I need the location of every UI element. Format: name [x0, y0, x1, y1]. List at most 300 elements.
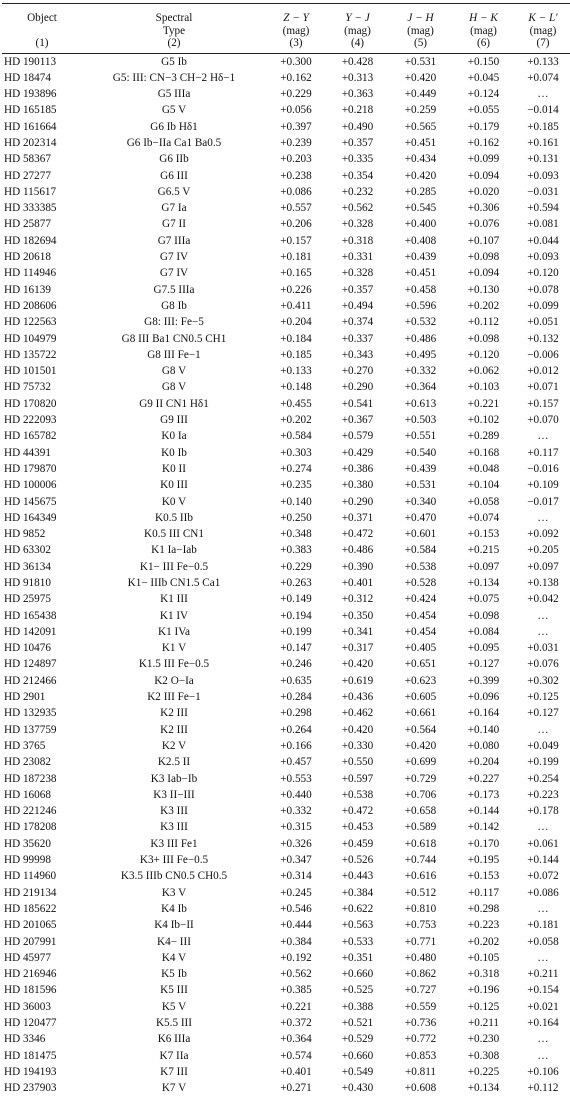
- y-j-cell: +0.563: [341, 919, 374, 932]
- header-unit-type: Type: [162, 24, 186, 37]
- j-h-cell: +0.771: [404, 935, 437, 948]
- k-l-cell: +0.109: [527, 479, 559, 492]
- z-y-cell: +0.372: [280, 1017, 312, 1030]
- spectral-type-cell: G8 III Ba1 CN0.5 CH1: [121, 332, 227, 345]
- j-h-cell: +0.658: [404, 805, 437, 818]
- h-k-cell: +0.196: [467, 984, 500, 997]
- j-h-cell: +0.706: [404, 788, 437, 801]
- h-k-cell: +0.140: [467, 723, 500, 736]
- object-cell: HD 161664: [4, 120, 57, 133]
- z-y-cell: +0.385: [280, 984, 312, 997]
- spectral-type-cell: K3.5 IIIb CN0.5 CH0.5: [120, 870, 228, 883]
- y-j-cell: +0.494: [341, 299, 374, 312]
- z-y-cell: +0.440: [280, 788, 312, 801]
- header-object: Object: [27, 12, 57, 24]
- table-row: [2, 200, 570, 216]
- object-cell: HD 99998: [4, 854, 51, 867]
- k-l-cell: +0.093: [527, 169, 559, 182]
- spectral-type-cell: K4 V: [161, 951, 187, 964]
- j-h-cell: +0.810: [404, 902, 437, 915]
- y-j-cell: +0.317: [341, 642, 374, 655]
- k-l-cell: +0.164: [527, 1017, 559, 1030]
- spectral-type-cell: G6 Ib Hδ1: [150, 120, 198, 133]
- table-row: [2, 542, 570, 558]
- object-cell: HD 58367: [4, 153, 51, 166]
- z-y-cell: +0.162: [280, 71, 312, 84]
- k-l-cell: +0.093: [527, 251, 559, 264]
- h-k-cell: +0.074: [467, 511, 500, 524]
- h-k-cell: +0.104: [467, 479, 500, 492]
- h-k-cell: +0.103: [467, 381, 500, 394]
- h-k-cell: +0.112: [467, 316, 500, 329]
- spectral-type-cell: G8 III Fe−1: [147, 348, 201, 361]
- j-h-cell: +0.285: [404, 185, 437, 198]
- spectral-type-cell: K5 III: [160, 984, 188, 997]
- object-cell: HD 16068: [4, 788, 51, 801]
- table-row: [2, 656, 570, 672]
- object-cell: HD 216946: [4, 968, 57, 981]
- spectral-type-cell: K1 Ia−Iab: [151, 544, 197, 557]
- h-k-cell: +0.045: [467, 71, 500, 84]
- spectral-type-cell: K3 II−III: [153, 788, 195, 801]
- spectral-type-cell: K1.5 III Fe−0.5: [138, 658, 210, 671]
- spectral-type-cell: K0 Ib: [161, 446, 187, 459]
- z-y-cell: +0.245: [280, 886, 312, 899]
- table-row: [2, 233, 570, 249]
- header-colnum-3: (3): [289, 37, 303, 49]
- j-h-cell: +0.364: [404, 381, 437, 394]
- k-l-cell: +0.012: [527, 365, 559, 378]
- j-h-cell: +0.420: [404, 169, 437, 182]
- spectral-type-cell: K0 Ia: [161, 430, 187, 443]
- z-y-cell: +0.194: [280, 609, 312, 622]
- object-cell: HD 23082: [4, 756, 51, 769]
- object-cell: HD 2901: [4, 691, 46, 704]
- object-cell: HD 165185: [4, 104, 57, 117]
- j-h-cell: +0.565: [404, 120, 437, 133]
- object-cell: HD 114946: [4, 267, 57, 280]
- y-j-cell: +0.401: [341, 577, 374, 589]
- j-h-cell: +0.601: [404, 528, 437, 541]
- z-y-cell: +0.204: [280, 316, 312, 329]
- j-h-cell: +0.744: [404, 854, 437, 867]
- header-row-titles: [2, 4, 570, 25]
- object-cell: HD 178208: [4, 821, 57, 834]
- object-cell: HD 207991: [4, 935, 57, 948]
- object-cell: HD 18474: [4, 71, 51, 84]
- spectral-type-cell: K3 V: [161, 886, 187, 899]
- object-cell: HD 36003: [4, 1000, 51, 1013]
- y-j-cell: +0.388: [341, 1000, 374, 1013]
- j-h-cell: +0.589: [404, 821, 437, 834]
- table-row: [2, 803, 570, 819]
- table-row: [2, 477, 570, 493]
- table-row: [2, 591, 570, 607]
- y-j-cell: +0.335: [341, 153, 374, 166]
- y-j-cell: +0.541: [341, 397, 374, 410]
- j-h-cell: +0.420: [404, 739, 437, 752]
- spectral-type-cell: K4− III: [157, 935, 191, 948]
- k-l-cell: …: [537, 609, 549, 622]
- object-cell: HD 115617: [4, 185, 57, 198]
- h-k-cell: +0.202: [467, 935, 500, 948]
- h-k-cell: +0.055: [467, 104, 500, 117]
- y-j-cell: +0.354: [341, 169, 374, 182]
- z-y-cell: +0.546: [280, 902, 312, 915]
- h-k-cell: +0.221: [467, 397, 500, 410]
- j-h-cell: +0.551: [404, 430, 437, 443]
- k-l-cell: −0.017: [527, 495, 559, 508]
- table-row: [2, 428, 570, 444]
- spectral-type-cell: G6.5 V: [157, 185, 191, 198]
- table-row: [2, 102, 570, 118]
- k-l-cell: +0.211: [527, 968, 559, 981]
- spectral-type-cell: G6 III: [160, 169, 188, 182]
- y-j-cell: +0.270: [341, 365, 374, 378]
- header-unit-z-y: (mag): [282, 24, 310, 37]
- y-j-cell: +0.318: [341, 234, 374, 247]
- spectral-type-cell: K6 IIIa: [157, 1033, 191, 1046]
- j-h-cell: +0.727: [404, 984, 437, 997]
- y-j-cell: +0.579: [341, 430, 374, 443]
- j-h-cell: +0.480: [404, 951, 437, 964]
- header-row-numbers: [2, 37, 570, 53]
- h-k-cell: +0.168: [467, 446, 500, 459]
- j-h-cell: +0.540: [404, 446, 437, 459]
- object-cell: HD 3346: [4, 1033, 46, 1046]
- k-l-cell: +0.127: [527, 707, 559, 720]
- j-h-cell: +0.512: [404, 886, 437, 899]
- object-cell: HD 212466: [4, 674, 57, 687]
- h-k-cell: +0.153: [467, 528, 500, 541]
- j-h-cell: +0.532: [404, 316, 437, 329]
- y-j-cell: +0.562: [341, 202, 374, 215]
- h-k-cell: +0.134: [467, 577, 500, 589]
- z-y-cell: +0.384: [280, 935, 312, 948]
- z-y-cell: +0.056: [280, 104, 312, 117]
- y-j-cell: +0.357: [341, 136, 374, 149]
- spectral-type-cell: G5: III: CN−3 CH−2 Hδ−1: [112, 71, 236, 84]
- z-y-cell: +0.271: [280, 1082, 312, 1095]
- object-cell: HD 20618: [4, 251, 51, 264]
- y-j-cell: +0.430: [341, 1082, 374, 1095]
- photometry-table: [2, 3, 570, 1097]
- y-j-cell: +0.386: [341, 462, 374, 475]
- j-h-cell: +0.538: [404, 560, 437, 573]
- k-l-cell: +0.178: [527, 805, 559, 818]
- object-cell: HD 35620: [4, 837, 51, 850]
- j-h-cell: +0.408: [404, 234, 437, 247]
- y-j-cell: +0.549: [341, 1065, 374, 1078]
- z-y-cell: +0.300: [280, 55, 312, 68]
- k-l-cell: …: [537, 1049, 549, 1062]
- y-j-cell: +0.472: [341, 528, 374, 541]
- object-cell: HD 91810: [4, 577, 51, 589]
- y-j-cell: +0.529: [341, 1033, 374, 1046]
- h-k-cell: +0.162: [467, 136, 500, 149]
- spectral-type-cell: K2 O−Ia: [154, 674, 194, 687]
- h-k-cell: +0.225: [467, 1065, 500, 1078]
- header-unit-j-h: (mag): [407, 24, 434, 37]
- table-row: [2, 559, 570, 575]
- object-cell: HD 75732: [4, 381, 51, 394]
- h-k-cell: +0.098: [467, 332, 500, 345]
- table-body: [2, 53, 570, 1097]
- object-cell: HD 190113: [4, 55, 57, 68]
- z-y-cell: +0.635: [280, 674, 312, 687]
- table-row: [2, 722, 570, 738]
- j-h-cell: +0.613: [404, 397, 437, 410]
- spectral-type-cell: K2.5 II: [157, 756, 191, 769]
- k-l-cell: …: [537, 88, 549, 101]
- k-l-cell: −0.016: [527, 462, 559, 475]
- j-h-cell: +0.661: [404, 707, 437, 720]
- object-cell: HD 104979: [4, 332, 57, 345]
- k-l-cell: …: [537, 902, 549, 915]
- j-h-cell: +0.564: [404, 723, 437, 736]
- j-h-cell: +0.400: [404, 218, 437, 231]
- header-colnum-1: (1): [35, 37, 49, 49]
- object-cell: HD 170820: [4, 397, 57, 410]
- k-l-cell: +0.061: [527, 837, 559, 850]
- h-k-cell: +0.202: [467, 299, 500, 312]
- object-cell: HD 135722: [4, 348, 57, 361]
- spectral-type-cell: G5 V: [161, 104, 187, 117]
- j-h-cell: +0.623: [404, 674, 437, 687]
- h-k-cell: +0.318: [467, 968, 500, 981]
- k-l-cell: +0.120: [527, 267, 559, 280]
- spectral-type-cell: K1− IIIb CN1.5 Ca1: [127, 577, 221, 589]
- j-h-cell: +0.434: [404, 153, 437, 166]
- object-cell: HD 101501: [4, 365, 57, 378]
- j-h-cell: +0.439: [404, 251, 437, 264]
- object-cell: HD 221246: [4, 805, 57, 818]
- table-row: [2, 1031, 570, 1047]
- z-y-cell: +0.348: [280, 528, 312, 541]
- h-k-cell: +0.099: [467, 153, 500, 166]
- j-h-cell: +0.753: [404, 919, 437, 932]
- object-cell: HD 25877: [4, 218, 51, 231]
- z-y-cell: +0.147: [280, 642, 312, 655]
- z-y-cell: +0.303: [280, 446, 312, 459]
- spectral-type-cell: K7 IIa: [159, 1049, 189, 1062]
- k-l-cell: …: [537, 951, 549, 964]
- k-l-cell: +0.199: [527, 756, 559, 769]
- z-y-cell: +0.229: [280, 88, 312, 101]
- y-j-cell: +0.660: [341, 1049, 374, 1062]
- k-l-cell: +0.154: [527, 984, 559, 997]
- z-y-cell: +0.185: [280, 348, 312, 361]
- k-l-cell: +0.044: [527, 234, 559, 247]
- table-row: [2, 999, 570, 1015]
- z-y-cell: +0.226: [280, 283, 312, 296]
- j-h-cell: +0.503: [404, 414, 437, 427]
- k-l-cell: +0.042: [527, 593, 559, 606]
- spectral-type-cell: K7 V: [161, 1082, 187, 1095]
- j-h-cell: +0.439: [404, 462, 437, 475]
- spectral-type-cell: G8 Ib: [161, 299, 187, 312]
- spectral-type-cell: G5 IIIa: [157, 88, 191, 101]
- y-j-cell: +0.490: [341, 120, 374, 133]
- table-row: [2, 1064, 570, 1080]
- object-cell: HD 124897: [4, 658, 57, 671]
- z-y-cell: +0.206: [280, 218, 312, 231]
- k-l-cell: …: [537, 821, 549, 834]
- j-h-cell: +0.454: [404, 625, 437, 638]
- z-y-cell: +0.383: [280, 544, 312, 557]
- h-k-cell: +0.130: [467, 283, 500, 296]
- table-row: [2, 70, 570, 86]
- y-j-cell: +0.367: [341, 414, 374, 427]
- spectral-type-cell: G7 II: [162, 218, 186, 231]
- k-l-cell: +0.081: [527, 218, 559, 231]
- y-j-cell: +0.290: [341, 381, 374, 394]
- z-y-cell: +0.263: [280, 577, 312, 589]
- object-cell: HD 179870: [4, 462, 57, 475]
- k-l-cell: +0.070: [527, 414, 559, 427]
- k-l-cell: +0.021: [527, 1000, 559, 1013]
- k-l-cell: +0.099: [527, 299, 559, 312]
- spectral-type-cell: K1 V: [161, 642, 187, 655]
- h-k-cell: +0.399: [467, 674, 500, 687]
- h-k-cell: +0.227: [467, 772, 500, 785]
- object-cell: HD 132935: [4, 707, 57, 720]
- spectral-type-cell: K5 V: [161, 1000, 187, 1013]
- spectral-type-cell: G9 III: [160, 414, 188, 427]
- j-h-cell: +0.332: [404, 365, 437, 378]
- k-l-cell: +0.117: [527, 446, 559, 459]
- y-j-cell: +0.525: [341, 984, 374, 997]
- j-h-cell: +0.528: [404, 577, 437, 589]
- k-l-cell: +0.072: [527, 870, 559, 883]
- z-y-cell: +0.584: [280, 430, 312, 443]
- z-y-cell: +0.133: [280, 365, 312, 378]
- object-cell: HD 36134: [4, 560, 51, 573]
- object-cell: HD 44391: [4, 446, 51, 459]
- h-k-cell: +0.076: [467, 218, 500, 231]
- y-j-cell: +0.331: [341, 251, 374, 264]
- table-row: [2, 673, 570, 689]
- table-row: [2, 738, 570, 754]
- y-j-cell: +0.538: [341, 788, 374, 801]
- h-k-cell: +0.204: [467, 756, 500, 769]
- h-k-cell: +0.306: [467, 202, 500, 215]
- j-h-cell: +0.451: [404, 267, 437, 280]
- table-row: [2, 917, 570, 933]
- spectral-type-cell: K5.5 III: [155, 1017, 193, 1030]
- k-l-cell: +0.302: [527, 674, 559, 687]
- z-y-cell: +0.562: [280, 968, 312, 981]
- z-y-cell: +0.284: [280, 691, 312, 704]
- y-j-cell: +0.218: [341, 104, 374, 117]
- header-unit-h-k: (mag): [470, 24, 497, 37]
- j-h-cell: +0.545: [404, 202, 437, 215]
- spectral-type-cell: K0.5 IIb: [155, 511, 193, 524]
- z-y-cell: +0.149: [280, 593, 312, 606]
- k-l-cell: +0.071: [527, 381, 559, 394]
- table-row: [2, 966, 570, 982]
- y-j-cell: +0.341: [341, 625, 374, 638]
- k-l-cell: +0.078: [527, 283, 559, 296]
- k-l-cell: +0.161: [527, 136, 559, 149]
- y-j-cell: +0.436: [341, 691, 374, 704]
- spectral-type-cell: K7 III: [160, 1065, 188, 1078]
- spectral-type-cell: G5 Ib: [161, 55, 187, 68]
- y-j-cell: +0.328: [341, 267, 374, 280]
- object-cell: HD 333385: [4, 202, 57, 215]
- spectral-type-cell: G7 Ia: [161, 202, 187, 215]
- k-l-cell: +0.106: [527, 1065, 559, 1078]
- k-l-cell: …: [537, 723, 549, 736]
- table-header: [2, 4, 570, 54]
- z-y-cell: +0.229: [280, 560, 312, 573]
- spectral-type-cell: K1 IV: [159, 609, 189, 622]
- header-unit-y-j: (mag): [344, 24, 371, 37]
- header-z-y: Z − Y: [283, 12, 309, 24]
- y-j-cell: +0.290: [341, 495, 374, 508]
- k-l-cell: +0.092: [527, 528, 559, 541]
- object-cell: HD 3765: [4, 739, 46, 752]
- table-row: [2, 885, 570, 901]
- y-j-cell: +0.472: [341, 805, 374, 818]
- h-k-cell: +0.170: [467, 837, 500, 850]
- h-k-cell: +0.020: [467, 185, 500, 198]
- object-cell: HD 202314: [4, 136, 57, 149]
- y-j-cell: +0.462: [341, 707, 374, 720]
- j-h-cell: +0.340: [404, 495, 437, 508]
- z-y-cell: +0.332: [280, 805, 312, 818]
- y-j-cell: +0.380: [341, 479, 374, 492]
- k-l-cell: +0.074: [527, 71, 559, 84]
- spectral-type-cell: G6 Ib−IIa Ca1 Ba0.5: [126, 136, 222, 149]
- object-cell: HD 45977: [4, 951, 51, 964]
- j-h-cell: +0.699: [404, 756, 437, 769]
- h-k-cell: +0.127: [467, 658, 500, 671]
- j-h-cell: +0.596: [404, 299, 437, 312]
- object-cell: HD 10476: [4, 642, 51, 655]
- h-k-cell: +0.173: [467, 788, 500, 801]
- spectral-type-cell: K0 II: [162, 462, 186, 475]
- table-row: [2, 119, 570, 135]
- j-h-cell: +0.531: [404, 479, 437, 492]
- j-h-cell: +0.605: [404, 691, 437, 704]
- j-h-cell: +0.458: [404, 283, 437, 296]
- z-y-cell: +0.184: [280, 332, 312, 345]
- j-h-cell: +0.405: [404, 642, 437, 655]
- table-row: [2, 379, 570, 395]
- y-j-cell: +0.597: [341, 772, 374, 785]
- k-l-cell: +0.223: [527, 788, 559, 801]
- z-y-cell: +0.557: [280, 202, 312, 215]
- table-row: [2, 282, 570, 298]
- z-y-cell: +0.181: [280, 251, 312, 264]
- z-y-cell: +0.238: [280, 169, 312, 182]
- table-row: [2, 151, 570, 167]
- header-j-h: J − H: [407, 12, 434, 24]
- z-y-cell: +0.411: [280, 299, 312, 312]
- object-cell: HD 120477: [4, 1017, 57, 1030]
- spectral-type-cell: K3 III: [160, 821, 188, 834]
- table-row: [2, 689, 570, 705]
- y-j-cell: +0.420: [341, 658, 374, 671]
- k-l-cell: …: [537, 625, 549, 638]
- z-y-cell: +0.235: [280, 479, 312, 492]
- spectral-type-cell: K2 III: [160, 723, 188, 736]
- h-k-cell: +0.084: [467, 625, 500, 638]
- k-l-cell: −0.014: [527, 104, 559, 117]
- j-h-cell: +0.616: [404, 870, 437, 883]
- z-y-cell: +0.314: [280, 870, 312, 883]
